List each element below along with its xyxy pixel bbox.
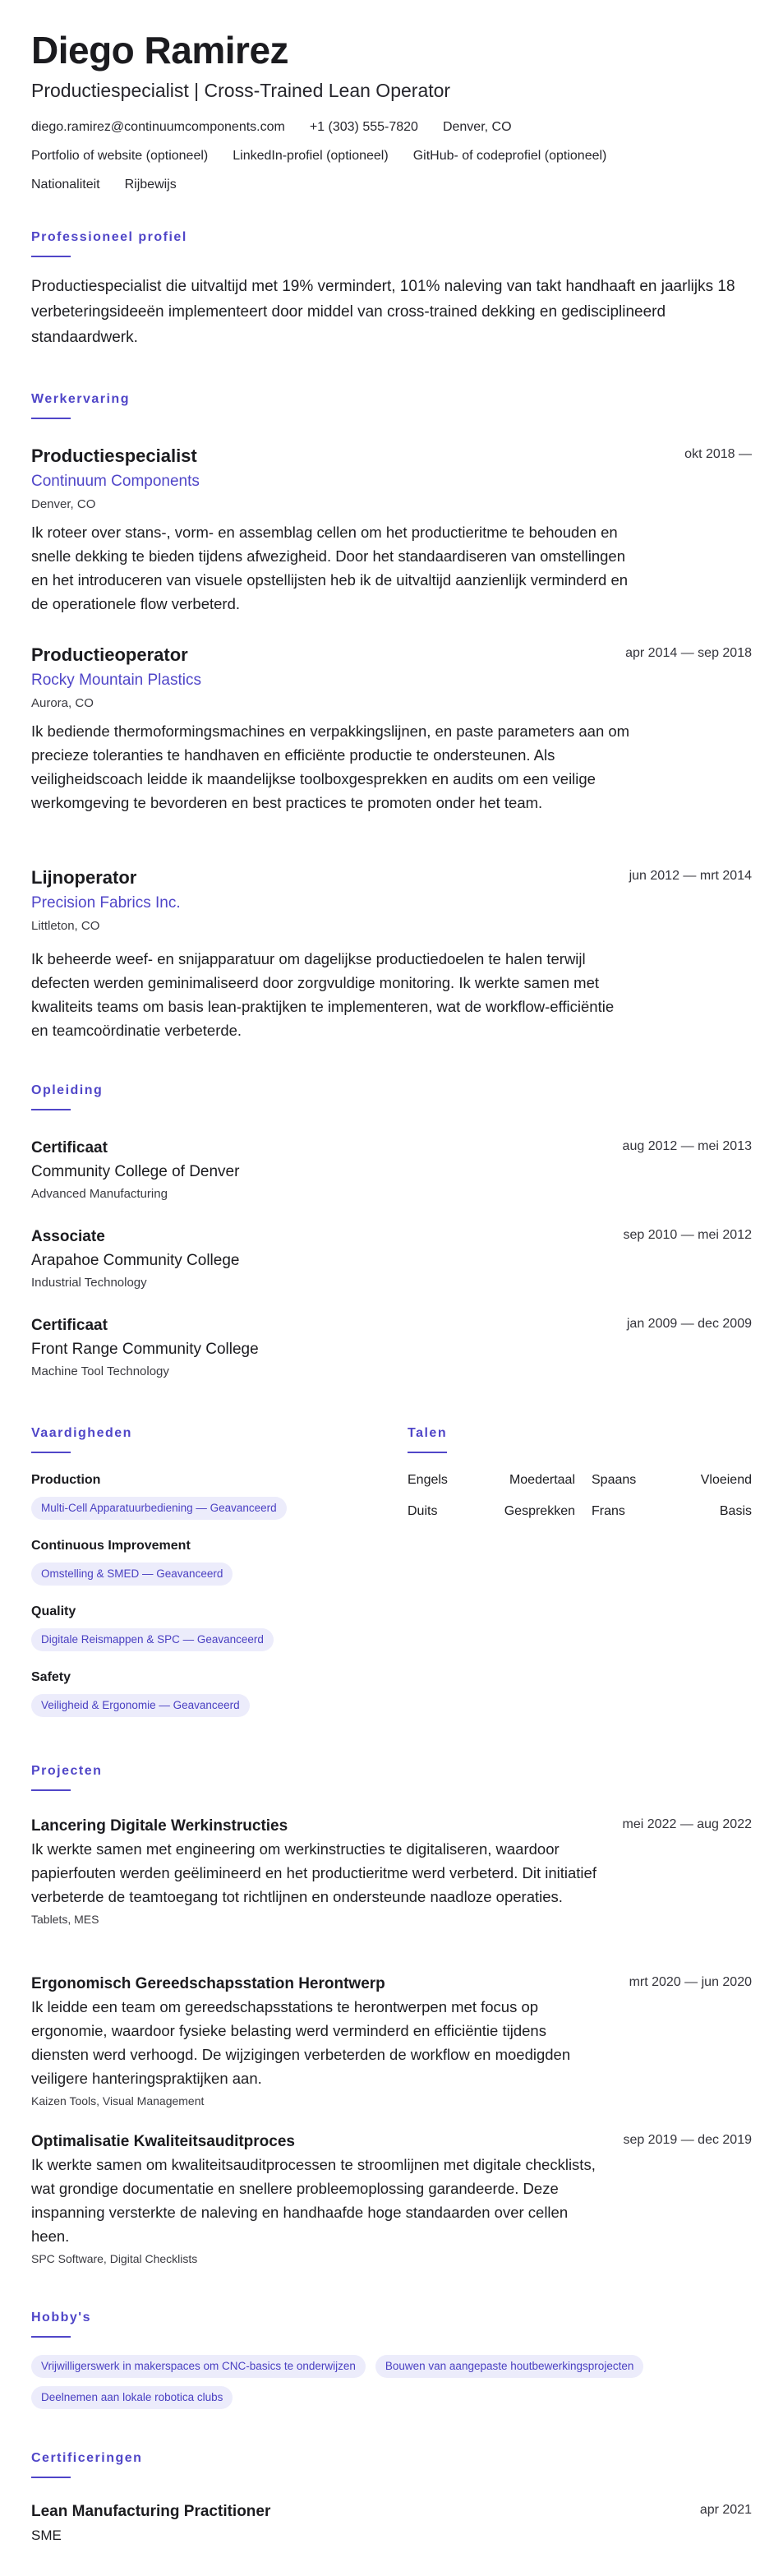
education-entry xyxy=(31,1315,752,1381)
section-divider xyxy=(31,256,71,257)
certifications-section xyxy=(31,2451,752,2478)
job-title: Productieoperator xyxy=(31,644,188,665)
school: Community College of Denver xyxy=(31,1163,240,1180)
language-level: Basis xyxy=(719,1504,752,1518)
summary-section xyxy=(31,230,752,350)
drivers-license: Rijbewijs xyxy=(124,178,177,192)
education-section xyxy=(31,1083,752,1110)
project-dates: sep 2019 — dec 2019 xyxy=(623,2133,752,2147)
school: Arapahoe Community College xyxy=(31,1252,240,1269)
job-company[interactable]: Rocky Mountain Plastics xyxy=(31,672,201,689)
education-entry xyxy=(31,1226,752,1292)
email-link[interactable]: diego.ramirez@continuumcomponents.com xyxy=(31,120,285,134)
hobbies-section xyxy=(31,2311,752,2409)
education-entry xyxy=(31,1138,752,1203)
links-row xyxy=(31,147,752,165)
job-description: Ik bediende thermoformingsmachines en verpakkingslijnen, en paste parameters aan om precieze toleranties te handhaven en efficiënte productie te ondersteunen. Als veiligheidscoach leidde ik maandelijkse toolboxgesprekken en audits om een veilige werkomgeving te bevorderen en best practices te promoten onder het team. xyxy=(31,722,630,811)
project-name: Lancering Digitale Werkinstructies xyxy=(31,1817,288,1835)
project-dates: mei 2022 — aug 2022 xyxy=(622,1817,752,1831)
job-title: Lijnoperator xyxy=(31,867,137,888)
field-of-study: Advanced Manufacturing xyxy=(31,1187,168,1201)
section-divider xyxy=(408,1452,447,1453)
candidate-name: Diego Ramirez xyxy=(31,29,289,72)
skill-category: Safety xyxy=(31,1670,71,1684)
certification-date: apr 2021 xyxy=(699,2503,752,2517)
certification-issuer: SME xyxy=(31,2528,62,2543)
section-title: Werkervaring xyxy=(31,392,130,406)
extras-row xyxy=(31,176,752,194)
job-location: Denver, CO xyxy=(31,497,96,511)
phone-link[interactable]: +1 (303) 555-7820 xyxy=(309,120,418,134)
experience-section xyxy=(31,392,752,419)
project-tech: Kaizen Tools, Visual Management xyxy=(31,2094,205,2107)
job-dates: jun 2012 — mrt 2014 xyxy=(629,869,752,883)
job-company[interactable]: Precision Fabrics Inc. xyxy=(31,894,181,912)
project-tech: Tablets, MES xyxy=(31,1913,99,1926)
job-location: Aurora, CO xyxy=(31,696,94,710)
project-tech: SPC Software, Digital Checklists xyxy=(31,2252,198,2265)
job-entry xyxy=(31,444,752,616)
language-name: Frans xyxy=(592,1504,625,1518)
skill-category: Production xyxy=(31,1473,101,1487)
field-of-study: Machine Tool Technology xyxy=(31,1364,169,1378)
skill-group xyxy=(31,1603,393,1651)
language-level: Gesprekken xyxy=(504,1504,575,1518)
project-entry xyxy=(31,1974,752,2109)
skill-tag: Omstelling & SMED — Geavanceerd xyxy=(31,1563,233,1586)
hobby-tag: Vrijwilligerswerk in makerspaces om CNC-basics te onderwijzen xyxy=(31,2355,366,2378)
job-company[interactable]: Continuum Components xyxy=(31,473,200,490)
job-dates: okt 2018 — xyxy=(684,447,752,461)
section-divider xyxy=(31,2336,71,2338)
skill-tag: Multi-Cell Apparatuurbediening — Geavanceerd xyxy=(31,1497,287,1520)
certification-entry xyxy=(31,2501,752,2547)
section-title: Opleiding xyxy=(31,1083,104,1097)
skill-tag: Digitale Reismappen & SPC — Geavanceerd xyxy=(31,1628,274,1651)
language-row xyxy=(408,1471,752,1489)
school: Front Range Community College xyxy=(31,1341,259,1358)
headline: Productiespecialist | Cross-Trained Lean Operator xyxy=(31,80,451,101)
language-name: Duits xyxy=(408,1504,438,1518)
section-title: Talen xyxy=(408,1426,448,1440)
languages-section xyxy=(408,1426,752,1521)
contact-row xyxy=(31,118,752,136)
section-divider xyxy=(31,418,71,419)
hobby-tag: Deelnemen aan lokale robotica clubs xyxy=(31,2386,233,2409)
section-title: Projecten xyxy=(31,1764,103,1778)
field-of-study: Industrial Technology xyxy=(31,1276,147,1290)
nationality: Nationaliteit xyxy=(31,178,100,192)
project-description: Ik werkte samen met engineering om werkinstructies te digitaliseren, waardoor papierfouten werden geëlimineerd en het productieritme werd verbeterd. Dit initiatief verbeterde de teamtoegang tot richtlijnen en ondersteunde naadloze operaties. xyxy=(31,1840,596,1905)
certification-name: Lean Manufacturing Practitioner xyxy=(31,2503,271,2520)
section-divider xyxy=(31,2477,71,2478)
education-dates: aug 2012 — mei 2013 xyxy=(622,1139,752,1153)
language-name: Spaans xyxy=(592,1473,637,1487)
section-title: Hobby's xyxy=(31,2311,91,2324)
job-dates: apr 2014 — sep 2018 xyxy=(625,646,752,660)
hobby-tag: Bouwen van aangepaste houtbewerkingsprojecten xyxy=(375,2355,643,2378)
project-description: Ik leidde een team om gereedschapsstations te herontwerpen met focus op ergonomie, waardoor fysieke belasting werd verminderd en efficiëntie tijdens diensten werd verhoogd. De wijzigingen verbeterden de workflow en moedigden veiligere hanteringspraktijken aan. xyxy=(31,1998,571,2087)
summary-text: Productiespecialist die uitvaltijd met 19% vermindert, 101% naleving van takt handhaaft en jaarlijks 18 verbeteringsideeën implementeert door middel van cross-trained dekking en gedisciplineerd standaardwerk. xyxy=(31,278,735,346)
degree: Associate xyxy=(31,1228,105,1245)
education-dates: jan 2009 — dec 2009 xyxy=(626,1317,752,1331)
language-row xyxy=(408,1503,752,1521)
skill-tag: Veiligheid & Ergonomie — Geavanceerd xyxy=(31,1694,250,1717)
section-divider xyxy=(31,1789,71,1791)
section-title: Professioneel profiel xyxy=(31,230,187,244)
section-divider xyxy=(31,1109,71,1110)
education-dates: sep 2010 — mei 2012 xyxy=(623,1228,752,1242)
section-title: Vaardigheden xyxy=(31,1426,132,1440)
language-level: Moedertaal xyxy=(509,1473,575,1487)
project-dates: mrt 2020 — jun 2020 xyxy=(629,1975,752,1989)
projects-section xyxy=(31,1764,752,1791)
project-entry xyxy=(31,2131,752,2267)
section-title: Certificeringen xyxy=(31,2451,143,2465)
project-name: Ergonomisch Gereedschapsstation Herontwerp xyxy=(31,1975,385,1992)
job-entry xyxy=(31,866,752,1042)
skill-category: Quality xyxy=(31,1604,76,1618)
header xyxy=(31,26,752,194)
hobby-tags xyxy=(31,2355,752,2409)
skill-category: Continuous Improvement xyxy=(31,1539,191,1553)
project-name: Optimalisatie Kwaliteitsauditproces xyxy=(31,2133,295,2150)
portfolio-link[interactable]: Portfolio of website (optioneel) xyxy=(31,149,209,163)
degree: Certificaat xyxy=(31,1317,108,1334)
job-description: Ik beheerde weef- en snijapparatuur om dagelijkse productiedoelen te halen terwijl defecten werden geminimaliseerd door zorgvuldige monitoring. Ik werkte samen met kwaliteits teams om basis lean-praktijken te implementeren, wat de workflow-efficiëntie en teamcoördinatie verbeterde. xyxy=(31,950,615,1039)
job-location: Littleton, CO xyxy=(31,919,100,933)
skills-section xyxy=(31,1426,393,1717)
skill-group xyxy=(31,1471,393,1520)
skill-group xyxy=(31,1537,393,1586)
job-entry xyxy=(31,643,752,815)
section-divider xyxy=(31,1452,71,1453)
github-link[interactable]: GitHub- of codeprofiel (optioneel) xyxy=(412,149,607,163)
skill-group xyxy=(31,1669,393,1717)
linkedin-link[interactable]: LinkedIn-profiel (optioneel) xyxy=(233,149,389,163)
project-entry xyxy=(31,1816,752,1927)
project-description: Ik werkte samen om kwaliteitsauditprocessen te stroomlijnen met digitale checklists, wat grondige documentatie en snellere probleemoplossing garandeerde. Deze inspanning versterkte de naleving en handhaafde hoge standaarden over cellen heen. xyxy=(31,2156,596,2245)
job-title: Productiespecialist xyxy=(31,445,197,466)
location: Denver, CO xyxy=(442,120,512,134)
language-name: Engels xyxy=(408,1473,448,1487)
job-description: Ik roteer over stans-, vorm- en assemblag cellen om het productieritme te behouden en snelle dekking te bieden tijdens afwezigheid. Door het standaardiseren van omstellingen en het introduceren van visuele opstellijsten heb ik de uitvaltijd aanzienlijk verminderd en de operationele flow verbeterd. xyxy=(31,524,629,612)
language-level: Vloeiend xyxy=(700,1473,752,1487)
degree: Certificaat xyxy=(31,1139,108,1156)
